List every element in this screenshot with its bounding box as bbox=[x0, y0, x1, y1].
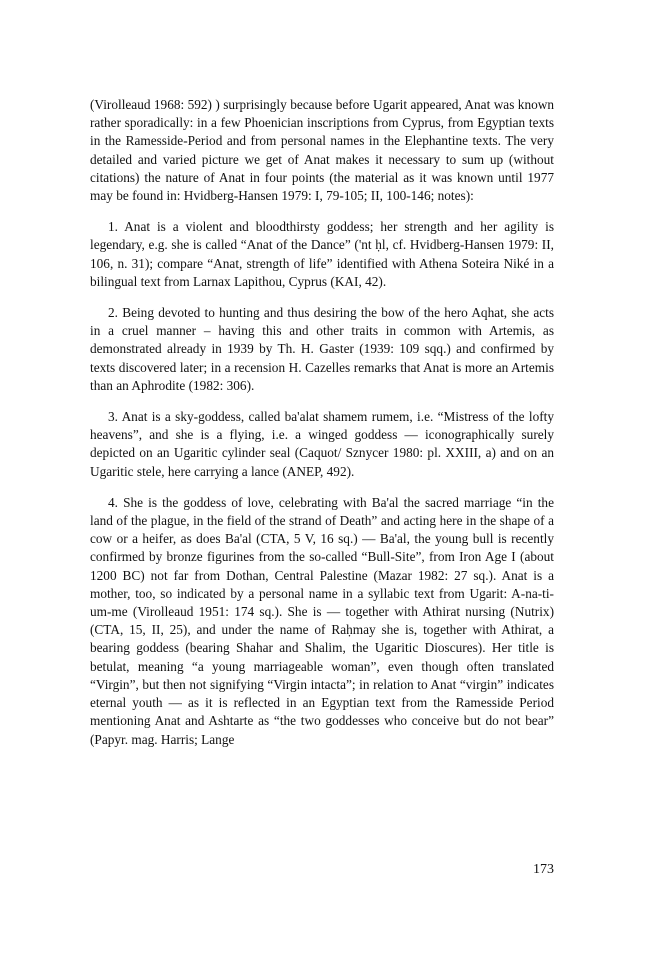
paragraph-point-4: 4. She is the goddess of love, celebrating with Ba'al the sacred marriage “in the land of the plague, in the field of the strand of Death” and acting here in the shape of a cow or a heifer, as does Ba'al (CTA, 5 V, 16 sq.) — Ba'al, the young bull is recently confirmed by bronze figurines from the so-called “Bull-Site”, from Iron Age I (about 1200 BC) not far from Dothan, Central Palestine (Mazar 1982: 27 sq.). Anat is a mother, too, so indicated by a personal name in a syllabic text from Ugarit: A-na-ti-um-me (Virolleaud 1951: 174 sq.). She is — together with Athirat nursing (Nutrix) (CTA, 15, II, 25), and under the name of Raḥmay she is, together with Athirat, a bearing goddess (bearing Shahar and Shalim, the Ugaritic Dioscures). Her title is betulat, meaning “a young marriageable woman”, even though often translated “Virgin”, but then not signifying “Virgin intacta”; in relation to Anat “virgin” indicates eternal youth — as it is reflected in an Egyptian text from the Ramesside Period mentioning Anat and Ashtarte as “the two goddesses who conceive but do not bear” (Papyr. mag. Harris; Lange bbox=[90, 494, 554, 747]
paragraph-intro: (Virolleaud 1968: 592) ) surprisingly because before Ugarit appeared, Anat was known rather sporadically: in a few Phoenician inscriptions from Cyprus, from Egyptian texts in the Ramesside-Period and from personal names in the Elephantine texts. The very detailed and varied picture we get of Anat makes it necessary to sum up (without citations) the nature of Anat in four points (the material as it was known until 1977 may be found in: Hvidberg-Hansen 1979: I, 79-105; II, 100-146; notes): bbox=[90, 97, 554, 204]
page-number: 173 bbox=[533, 862, 554, 877]
paragraph-point-2: 2. Being devoted to hunting and thus desiring the bow of the hero Aqhat, she acts in a cruel manner – having this and other traits in common with Artemis, as demonstrated already in 1939 by Th. H. Gaster (1939: 109 sqq.) and confirmed by texts discovered later; in a recension H. Cazelles remarks that Anat is more an Artemis than an Aphrodite (1982: 306). bbox=[90, 305, 554, 393]
body-text bbox=[90, 96, 554, 749]
paragraph-point-3: 3. Anat is a sky-goddess, called ba'alat shamem rumem, i.e. “Mistress of the lofty heavens”, and she is a flying, i.e. a winged goddess — iconographically surely depicted on an Ugaritic cylinder seal (Caquot/ Sznycer 1980: pl. XXIII, a) and on an Ugaritic stele, here carrying a lance (ANEP, 492). bbox=[90, 409, 554, 479]
paragraph-point-1: 1. Anat is a violent and bloodthirsty goddess; her strength and her agility is legendary, e.g. she is called “Anat of the Dance” ('nt ḥl, cf. Hvidberg-Hansen 1979: II, 106, n. 31); compare “Anat, strength of life” identified with Athena Soteira Niké in a bilingual text from Larnax Lapithou, Cyprus (KAI, 42). bbox=[90, 219, 554, 289]
